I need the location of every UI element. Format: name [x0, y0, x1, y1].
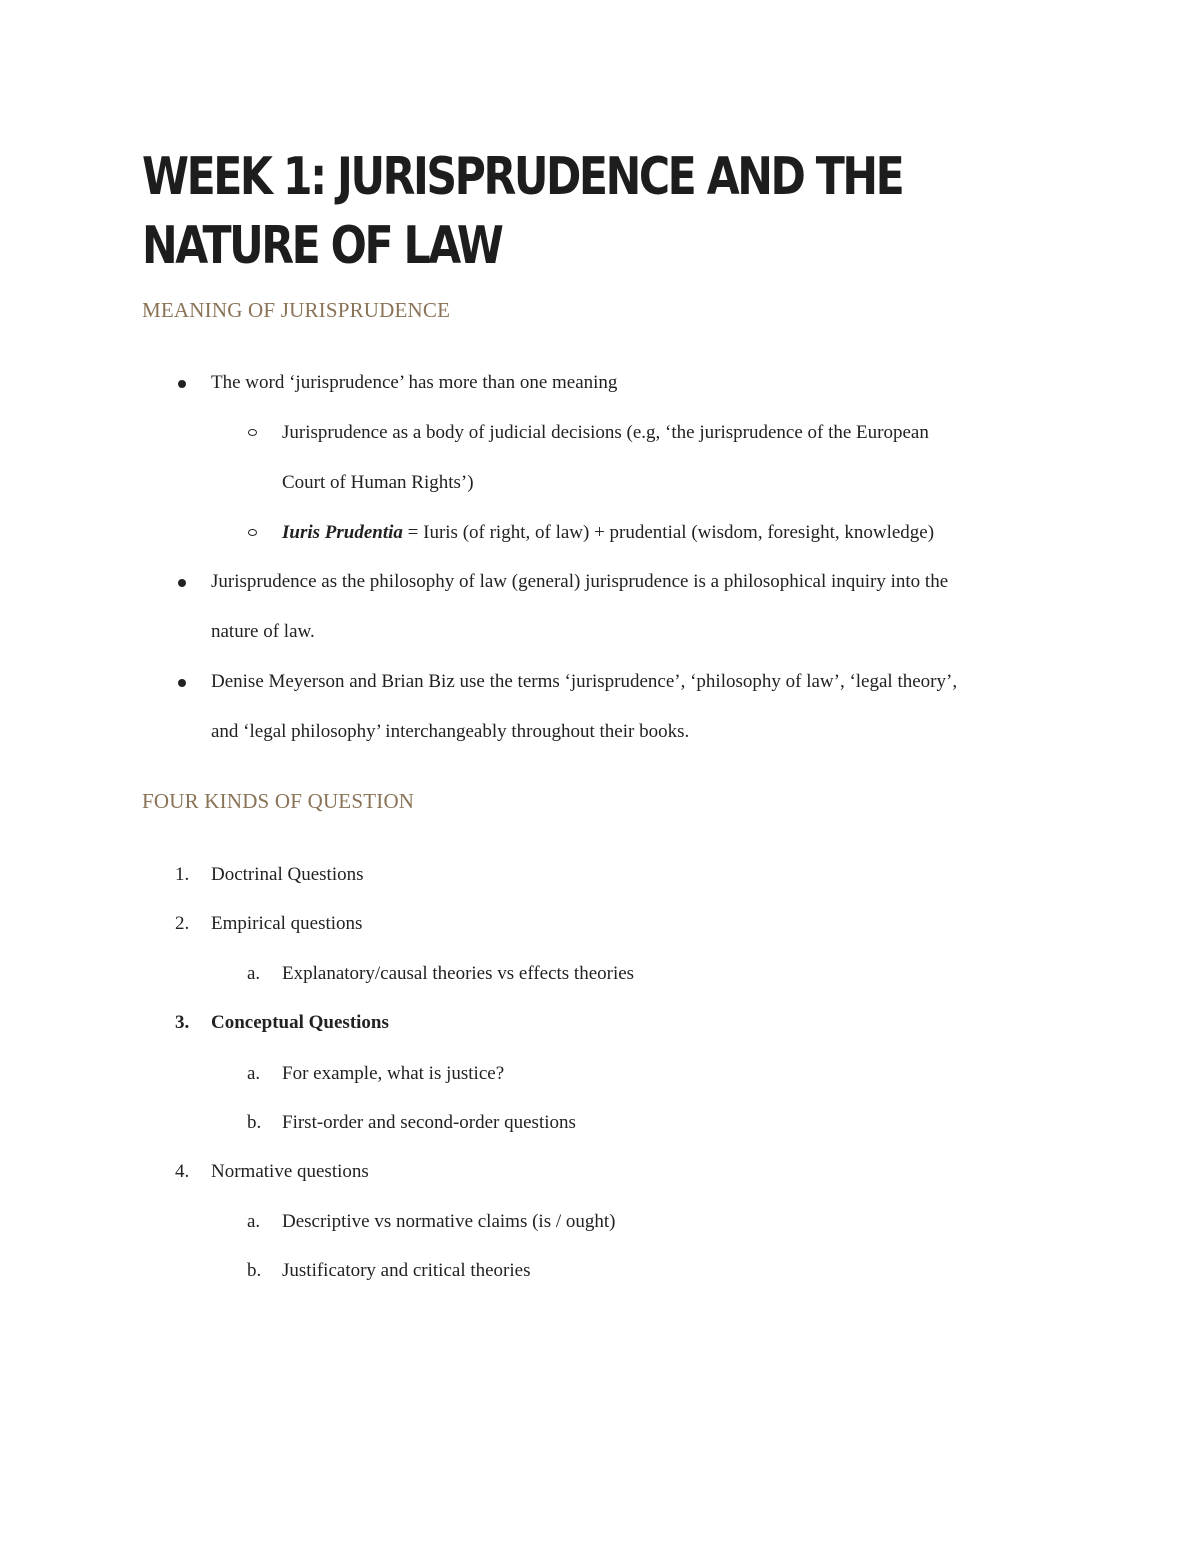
sublist-item-text: Descriptive vs normative claims (is / ought)	[282, 1211, 616, 1232]
list-item-text-continued: Court of Human Rights’)	[282, 472, 474, 493]
latin-term: Iuris Prudentia	[282, 522, 403, 543]
sublist-item-text: For example, what is justice?	[282, 1063, 505, 1084]
list-number: 2.	[175, 913, 190, 934]
list-item-text: Empirical questions	[211, 913, 363, 934]
sublist-letter: a.	[247, 1211, 261, 1232]
sublist-letter: b.	[247, 1112, 262, 1133]
list-item-text: Doctrinal Questions	[211, 864, 364, 885]
sublist-item-text: Explanatory/causal theories vs effects theories	[282, 963, 635, 984]
list-item-text: Conceptual Questions	[211, 1012, 389, 1033]
list-item-text: Jurisprudence as the philosophy of law (general) jurisprudence is a philosophical inquiry into the	[211, 571, 949, 592]
bullet-ring-icon	[248, 429, 257, 436]
sublist-item-text: Justificatory and critical theories	[282, 1260, 531, 1281]
list-item-text-continued: nature of law.	[211, 621, 315, 642]
list-item-text: Normative questions	[211, 1161, 369, 1182]
list-item-text: The word ‘jurisprudence’ has more than one meaning	[211, 372, 618, 393]
bullet-dot-icon	[178, 380, 186, 388]
bullet-dot-icon	[178, 679, 186, 687]
bullet-ring-icon	[248, 529, 257, 536]
list-number: 3.	[175, 1012, 190, 1033]
list-item-text	[282, 521, 934, 545]
page-title: WEEK 1: JURISPRUDENCE AND THE NATURE OF LAW	[142, 147, 903, 276]
sublist-item-text: First-order and second-order questions	[282, 1112, 576, 1133]
list-item-text: Denise Meyerson and Brian Biz use the terms ‘jurisprudence’, ‘philosophy of law’, ‘legal theory’,	[211, 671, 958, 692]
latin-term-definition: = Iuris (of right, of law) + prudential (wisdom, foresight, knowledge)	[402, 522, 935, 543]
sublist-letter: b.	[247, 1260, 262, 1281]
bullet-dot-icon	[178, 579, 186, 587]
sublist-letter: a.	[247, 1063, 261, 1084]
list-item-text-continued: and ‘legal philosophy’ interchangeably throughout their books.	[211, 721, 690, 742]
list-item-text: Jurisprudence as a body of judicial decisions (e.g, ‘the jurisprudence of the European	[282, 422, 929, 443]
section-heading-four-kinds: FOUR KINDS OF QUESTION	[142, 789, 415, 813]
section-heading-meaning: MEANING OF JURISPRUDENCE	[142, 298, 451, 322]
sublist-letter: a.	[247, 963, 261, 984]
list-number: 4.	[175, 1161, 190, 1182]
list-number: 1.	[175, 864, 190, 885]
